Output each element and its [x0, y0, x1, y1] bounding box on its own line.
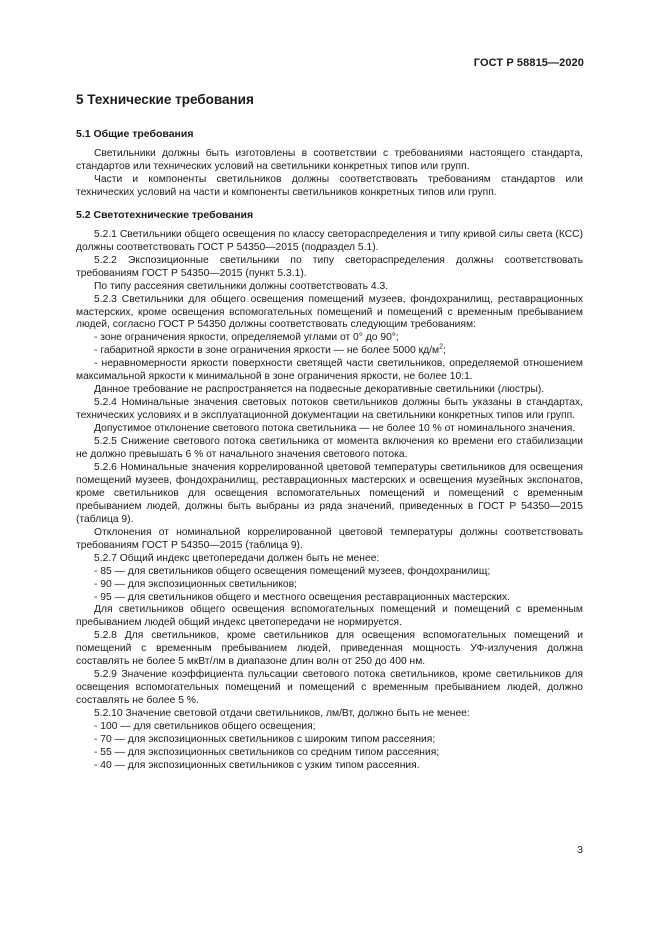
- list-item: - 100 — для светильников общего освещения;: [94, 721, 316, 733]
- paragraph: Светильники должны быть изготовлены в соответствии с требованиями настоящего стандарта, стандартов или технических условий на светильники конкретных типов или групп.: [76, 148, 583, 172]
- paragraph: 5.2.1 Светильники общего освещения по классу светораспределения и типу кривой силы света (КСС) должны соответствовать ГОСТ Р 54350—2015 (подраздел 5.1).: [76, 228, 583, 253]
- paragraph: 5.2.10 Значение световой отдачи светильников, лм/Вт, должно быть не менее:: [94, 708, 470, 720]
- paragraph: Части и компоненты светильников должны соответствовать требованиям стандартов или технических условий на части и компоненты светильников конкретных типов или групп.: [76, 173, 583, 198]
- paragraph: Отклонения от номинальной коррелированной цветовой температуры должны соответствовать требованиям ГОСТ Р 54350—2015 (таблица 9).: [76, 526, 583, 551]
- list-item: - 85 — для светильников общего освещения помещений музеев, фондохранилищ;: [94, 565, 491, 577]
- list-item: - 70 — для экспозиционных светильников с широким типом рассеяния;: [94, 733, 436, 745]
- page-number: 3: [577, 844, 583, 856]
- paragraph: Для светильников общего освещения вспомогательных помещений и помещений с временным пребыванием людей общий индекс цветопередачи не нормируется.: [76, 604, 583, 629]
- paragraph: 5.2.7 Общий индекс цветопередачи должен быть не менее:: [94, 552, 380, 564]
- paragraph: 5.2.8 Для светильников, кроме светильников для освещения вспомогательных помещений и помещений с временным пребыванием людей, приведенная мощность УФ-излучения должна составлять не более 5 мкВт/лм в диапазоне длин волн от 250 до 400 нм.: [76, 630, 583, 668]
- paragraph: 5.2.4 Номинальные значения световых потоков светильников должны быть указаны в стандартах, технических условиях и в эксплуатационной документации на светильники конкретных типов или групп.: [76, 397, 583, 422]
- list-item: - зоне ограничения яркости, определяемой углами от 0° до 90°;: [94, 332, 399, 344]
- list-item: - 95 — для светильников общего и местного освещения реставрационных мастерских.: [94, 591, 511, 603]
- paragraph: 5.2.6 Номинальные значения коррелированной цветовой температуры светильников для освещения помещений музеев, фондохранилищ, реставрационных мастерских и освещения музейных экспонатов, кроме светильников для освещения вспомогательных помещений и помещений с временным пребыванием людей, должны быть выбраны из ряда значений, приведенных в ГОСТ Р 54350—2015 (таблица 9).: [76, 461, 583, 525]
- paragraph: 5.2.9 Значение коэффициента пульсации светового потока светильников, кроме светильников для освещения вспомогательных помещений и помещений с временным пребыванием людей, должно составлять не более 5 %.: [76, 669, 583, 707]
- list-item: - 40 — для экспозиционных светильников с узким типом рассеяния.: [94, 759, 420, 771]
- paragraph: Данное требование не распространяется на подвесные декоративные светильники (люстры).: [94, 384, 545, 396]
- list-item-text: - габаритной яркости в зоне ограничения яркости — не более 5000 кд/м: [94, 345, 440, 357]
- list-item-text-end: ;: [442, 345, 446, 357]
- subsection-title: 5.1 Общие требования: [76, 128, 194, 140]
- subsection-title: 5.2 Светотехнические требования: [76, 208, 254, 221]
- superscript: 2: [439, 343, 443, 351]
- standard-header: ГОСТ Р 58815—2020: [473, 57, 584, 69]
- paragraph: 5.2.2 Экспозиционные светильники по типу светораспределения должны соответствовать требованиям ГОСТ Р 54350—2015 (пункт 5.3.1).: [76, 254, 583, 279]
- page-content: [76, 91, 583, 773]
- paragraph: 5.2.3 Светильники для общего освещения помещений музеев, фондохранилищ, реставрационных мастерских, кроме освещения вспомогательных помещений и помещений с временным пребыванием людей, согласно ГОСТ Р 54350 должны соответствовать следующим требованиям:: [76, 293, 583, 331]
- paragraph: По типу рассеяния светильники должны соответствовать 4.3.: [94, 280, 389, 292]
- paragraph: Допустимое отклонение светового потока светильника — не более 10 % от номинального значения.: [94, 423, 576, 435]
- list-item: [76, 345, 583, 358]
- list-item: - 90 — для экспозиционных светильников;: [94, 578, 297, 590]
- list-item: - неравномерности яркости поверхности светящей части светильников, определяемой отношением максимальной яркости к минимальной в зоне ограничения яркости, не более 10:1.: [76, 358, 583, 383]
- paragraph: 5.2.5 Снижение светового потока светильника от момента включения ко времени его стабилизации не должно превышать 6 % от начального значения светового потока.: [76, 436, 583, 461]
- list-item: - 55 — для экспозиционных светильников со средним типом рассеяния;: [94, 746, 440, 758]
- section-title: 5 Технические требования: [76, 92, 254, 107]
